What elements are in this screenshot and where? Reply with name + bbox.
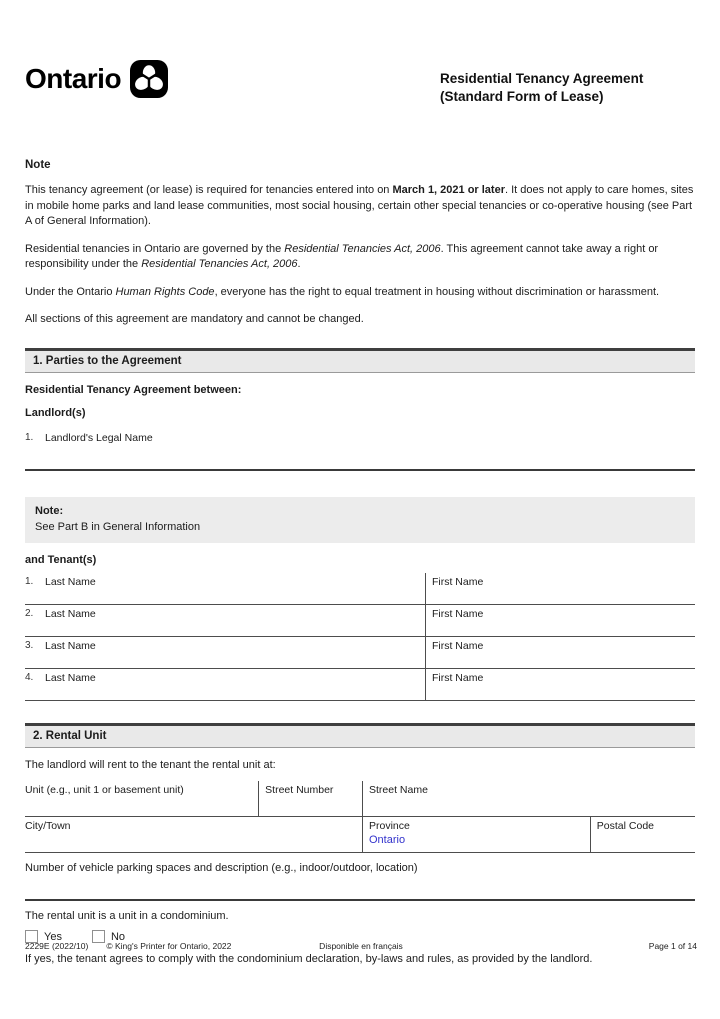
note-heading: Note [25, 159, 51, 171]
tenant-table [25, 573, 695, 701]
intro-paragraph-3 [25, 285, 695, 301]
street-name-label: Street Name [369, 784, 428, 796]
intro-p2-act2: Residential Tenancies Act, 2006 [141, 258, 298, 270]
tenant-1-first-name-label: First Name [431, 575, 484, 588]
tenant-3-last-name-field[interactable] [25, 637, 425, 668]
ontario-wordmark: Ontario [25, 63, 122, 94]
postal-code-label: Postal Code [596, 820, 654, 832]
tenant-row-1 [25, 573, 695, 605]
unit-label: Unit (e.g., unit 1 or basement unit) [25, 784, 184, 796]
note-box-heading: Note: [35, 504, 64, 517]
landlord-name-label: Landlord's Legal Name [45, 431, 153, 444]
intro-p1-bold: March 1, 2021 or later [392, 184, 505, 196]
tenant-1-first-name-field[interactable] [425, 573, 695, 604]
province-label: Province [369, 820, 410, 832]
tenant-row-3 [25, 637, 695, 669]
tenant-4-last-name-label: Last Name [45, 671, 96, 684]
landlord-row-number: 1. [25, 431, 34, 443]
address-row-2 [25, 817, 695, 853]
note-box-text: See Part B in General Information [35, 520, 201, 533]
intro-p2-act: Residential Tenancies Act, 2006 [284, 242, 441, 255]
tenant-4-first-name-label: First Name [431, 671, 484, 684]
tenant-3-first-name-label: First Name [431, 639, 484, 652]
tenants-label: and Tenant(s) [25, 553, 97, 566]
province-value[interactable]: Ontario [369, 834, 406, 846]
tenant-2-last-name-field[interactable] [25, 605, 425, 636]
tenant-1-last-name-label: Last Name [45, 575, 96, 588]
intro-paragraph-4: All sections of this agreement are mandatory and cannot be changed. [25, 313, 364, 325]
landlord-name-field[interactable] [25, 445, 695, 471]
agreement-between-label: Residential Tenancy Agreement between: [25, 383, 242, 396]
tenant-1-last-name-field[interactable] [25, 573, 425, 604]
tenant-row-2 [25, 605, 695, 637]
tenant-4-last-name-field[interactable] [25, 669, 425, 700]
page-header [25, 0, 695, 106]
rental-unit-intro: The landlord will rent to the tenant the rental unit at: [25, 758, 276, 771]
tenant-1-number: 1. [25, 575, 34, 587]
condo-yes-label: Yes [44, 930, 62, 943]
page-title-line2: (Standard Form of Lease) [440, 89, 604, 104]
section-1-header: 1. Parties to the Agreement [25, 348, 695, 373]
city-town-label: City/Town [25, 820, 71, 832]
intro-p3-text: Under the Ontario [25, 285, 116, 298]
parking-label: Number of vehicle parking spaces and description (e.g., indoor/outdoor, location) [25, 862, 418, 874]
intro-p3-text2: , everyone has the right to equal treatment in housing without discrimination or harassment. [214, 285, 660, 298]
intro-p3-code: Human Rights Code [115, 285, 215, 298]
intro-p2-text3: . [297, 258, 301, 270]
ontario-logo [25, 60, 168, 98]
province-field[interactable] [362, 817, 590, 852]
street-number-label: Street Number [265, 784, 334, 796]
street-number-field[interactable] [258, 781, 362, 816]
trillium-icon [130, 60, 168, 98]
tenant-3-number: 3. [25, 639, 34, 651]
tenant-2-last-name-label: Last Name [45, 607, 96, 620]
landlord-row [25, 432, 695, 444]
intro-p1-text: This tenancy agreement (or lease) is required for tenancies entered into on [25, 184, 393, 196]
tenant-3-last-name-label: Last Name [45, 639, 96, 652]
tenant-4-number: 4. [25, 671, 34, 683]
page-title-line1: Residential Tenancy Agreement [440, 71, 644, 86]
condo-note: If yes, the tenant agrees to comply with the condominium declaration, by-laws and rules, as provided by the landlord. [25, 953, 593, 965]
tenant-3-first-name-field[interactable] [425, 637, 695, 668]
section-2-header: 2. Rental Unit [25, 723, 695, 748]
page [25, 0, 695, 965]
page-footer [25, 941, 697, 951]
page-number: Page 1 of 14 [648, 941, 697, 951]
intro-paragraph-1 [25, 183, 695, 230]
condo-statement: The rental unit is a unit in a condominium. [25, 910, 229, 922]
tenant-2-first-name-label: First Name [431, 607, 484, 620]
landlords-label: Landlord(s) [25, 406, 86, 419]
intro-p2-text2: . This agreement cannot take away a right or responsibility under the [25, 242, 659, 270]
condo-no-label: No [110, 930, 126, 943]
city-town-field[interactable] [25, 817, 362, 852]
tenant-2-number: 2. [25, 607, 34, 619]
form-number: 2229E (2022/10) [25, 941, 89, 951]
tenant-4-first-name-field[interactable] [425, 669, 695, 700]
page-title [440, 60, 695, 106]
french-availability: Disponible en français [319, 941, 403, 951]
intro-p2-text: Residential tenancies in Ontario are governed by the [25, 242, 285, 255]
tenant-row-4 [25, 669, 695, 701]
unit-field[interactable] [25, 781, 258, 816]
street-name-field[interactable] [362, 781, 695, 816]
note-box [25, 497, 695, 543]
tenant-2-first-name-field[interactable] [425, 605, 695, 636]
intro-p1-text2: . It does not apply to care homes, sites in mobile home parks and land lease communities, most social housing, certain other special tenancies or co-operative housing (see Part A of General Information). [25, 184, 694, 227]
parking-field[interactable] [25, 874, 695, 901]
copyright-text: © King's Printer for Ontario, 2022 [106, 941, 232, 951]
intro-paragraph-2 [25, 242, 695, 273]
address-row-1 [25, 781, 695, 817]
postal-code-field[interactable] [590, 817, 695, 852]
